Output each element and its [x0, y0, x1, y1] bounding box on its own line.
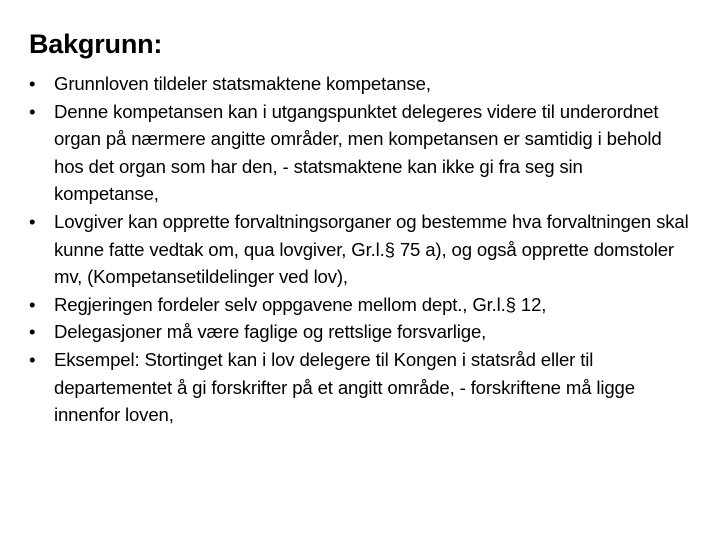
bullet-text: Lovgiver kan opprette forvaltningsorganer og bestemme hva forvaltningen skal kunne fatte vedtak om, qua lovgiver, Gr.l.§ 75 a), og også opprette domstoler mv, (Kompetansetildelinger ved lov), — [54, 210, 689, 288]
bullet-list — [29, 70, 689, 429]
bullet-text: Delegasjoner må være faglige og rettslige forsvarlige, — [54, 321, 487, 343]
bullet-text: Grunnloven tildeler statsmaktene kompetanse, — [54, 73, 431, 94]
slide-title: Bakgrunn: — [29, 29, 163, 59]
bullet-item — [29, 70, 689, 98]
bullet-item — [29, 318, 689, 346]
bullet-item — [29, 98, 689, 208]
bullet-dot-icon: • — [29, 210, 36, 232]
bullet-dot-icon: • — [29, 293, 36, 315]
bullet-text: Denne kompetansen kan i utgangspunktet delegeres videre til underordnet organ på nærmere angitte områder, men kompetansen er samtidig i behold hos det organ som har den, - statsmaktene kan ikke gi fra seg sin kompetanse, — [54, 100, 662, 205]
bullet-dot-icon: • — [29, 348, 36, 370]
bullet-dot-icon: • — [29, 321, 36, 343]
bullet-text: Regjeringen fordeler selv oppgavene mellom dept., Gr.l.§ 12, — [54, 293, 547, 315]
bullet-text: Eksempel: Stortinget kan i lov delegere til Kongen i statsråd eller til departementet å gi forskrifter på et angitt område, - forskriftene må ligge innenfor loven, — [54, 348, 635, 426]
bullet-item — [29, 346, 689, 429]
bullet-item — [29, 291, 689, 319]
bullet-dot-icon: • — [29, 73, 36, 94]
bullet-dot-icon: • — [29, 100, 36, 122]
bullet-item — [29, 208, 689, 291]
